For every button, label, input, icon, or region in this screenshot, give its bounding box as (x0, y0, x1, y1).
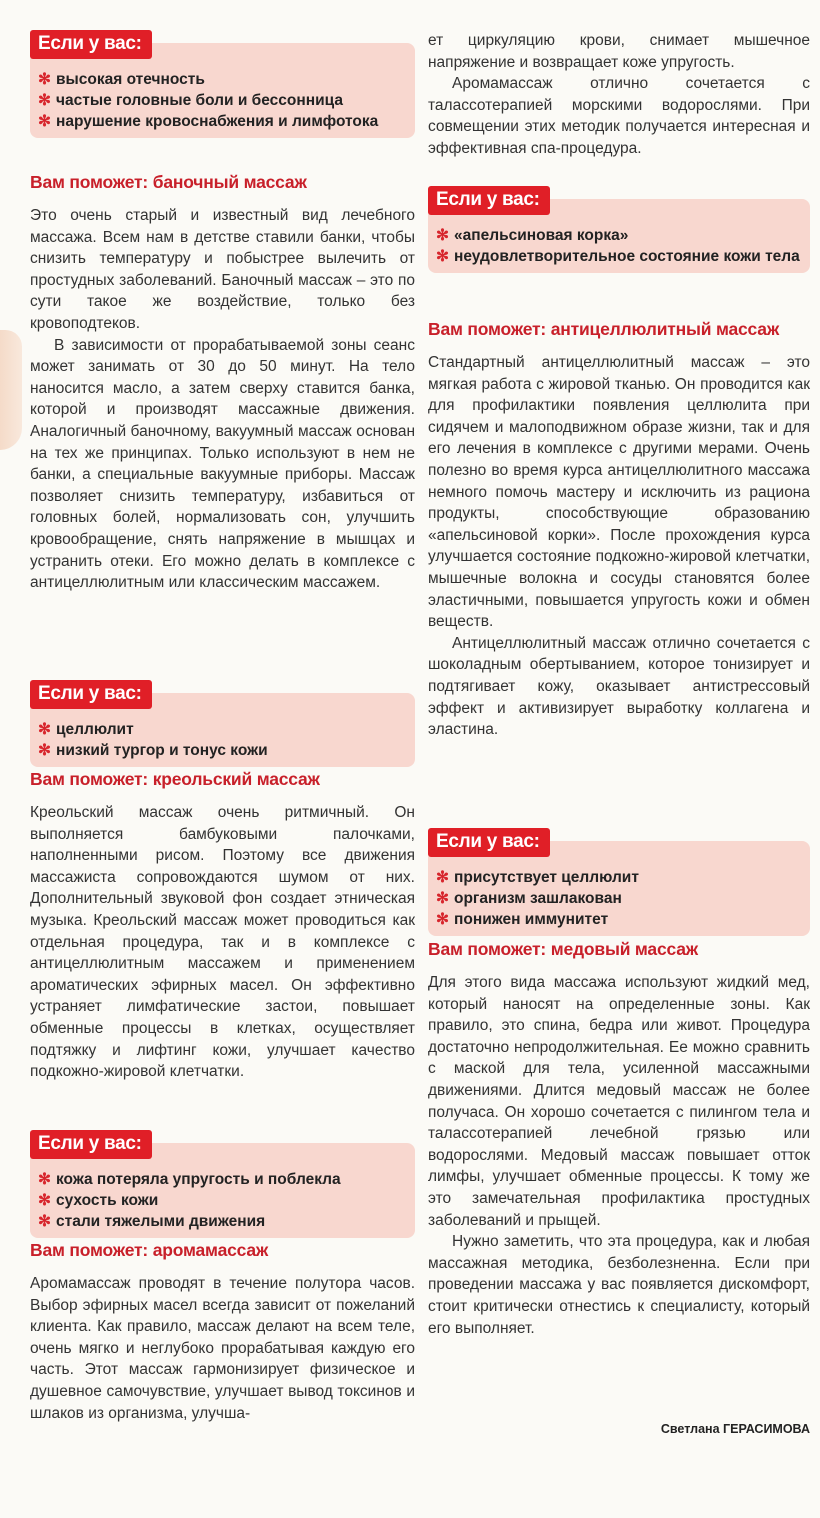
massage-section-creole (30, 769, 415, 1083)
condition-box-3 (30, 1130, 415, 1238)
condition-item: ✻ нарушение кровоснабжения и лимфотока (38, 113, 379, 130)
section-heading: Вам поможет: аромамассаж (30, 1240, 269, 1260)
section-heading: Вам поможет: антицеллюлитный массаж (428, 319, 780, 339)
condition-tag: Если у вас: (30, 1130, 152, 1159)
condition-item: ✻ низкий тургор и тонус кожи (38, 742, 268, 759)
condition-item: ✻ понижен иммунитет (436, 911, 609, 928)
condition-box-5 (428, 828, 810, 936)
asterisk-bullet-icon: ✻ (38, 92, 51, 109)
paragraph: Аромамассаж проводят в течение полутора часов. Выбор эфирных масел всегда зависит от пожеланий клиента. Как правило, массаж делают на всем теле, очень мягко и неглубоко прорабатывая каждую его часть. Этот массаж гармонизирует физическое и душевное самочувствие, улучшает вывод токсинов и шлаков из организма, улучша- (30, 1275, 415, 1422)
section-heading: Вам поможет: креольский массаж (30, 769, 320, 789)
paragraph: Нужно заметить, что эта процедура, как и любая массажная методика, безболезненна. Если при проведении массажа у вас появляется дискомфорт, стоит критически отнестись к специалисту, который его выполняет. (428, 1233, 810, 1337)
condition-item: ✻ частые головные боли и бессонница (38, 92, 343, 109)
asterisk-bullet-icon: ✻ (38, 742, 51, 759)
section-heading: Вам поможет: баночный массаж (30, 172, 307, 192)
asterisk-bullet-icon: ✻ (436, 248, 449, 265)
asterisk-bullet-icon: ✻ (38, 721, 51, 738)
paragraph: Для этого вида массажа используют жидкий мед, который наносят на определенные зоны. Как правило, это спина, бедра или живот. Процедура достаточно непродолжительная. Ее можно сравнить с маской для тела, усиленной массажными движениями. Длится медовый массаж не более получаса. Он хорошо сочетается с пилингом тела и талассотерапией лечебной грязью или водорослями. Медовый массаж повышает отток лимфы, улучшает обменные процессы. К тому же это замечательная профилактика простудных заболеваний и прыщей. (428, 974, 810, 1229)
asterisk-bullet-icon: ✻ (38, 113, 51, 130)
condition-item: ✻ высокая отечность (38, 71, 205, 88)
massage-section-cupping (30, 172, 415, 594)
condition-tag: Если у вас: (428, 828, 550, 857)
condition-tag: Если у вас: (30, 30, 152, 59)
hand-photo-fragment (0, 330, 22, 450)
condition-item: ✻ неудовлетворительное состояние кожи тела (436, 248, 800, 265)
asterisk-bullet-icon: ✻ (38, 71, 51, 88)
section-heading: Вам поможет: медовый массаж (428, 939, 698, 959)
asterisk-bullet-icon: ✻ (38, 1192, 51, 1209)
massage-section-honey (428, 939, 810, 1339)
author-signature: Светлана ГЕРАСИМОВА (660, 1422, 810, 1436)
paragraph: Это очень старый и известный вид лечебного массажа. Всем нам в детстве ставили банки, чтобы снизить температуру и побыстрее вылечить от простудных заболеваний. Баночный массаж – это по сути такое же воздействие, только без кровоподтеков. (30, 207, 415, 332)
paragraph: ет циркуляцию крови, снимает мышечное напряжение и возвращает коже упругость. (428, 32, 810, 71)
condition-item: ✻ сухость кожи (38, 1192, 159, 1209)
asterisk-bullet-icon: ✻ (436, 227, 449, 244)
condition-tag: Если у вас: (30, 680, 152, 709)
condition-box-4 (428, 186, 810, 273)
asterisk-bullet-icon: ✻ (436, 911, 449, 928)
paragraph: Креольский массаж очень ритмичный. Он выполняется бамбуковыми палочками, наполненными рисом. Поэтому все движения массажиста сопровождаются шумом от них. Дополнительный звуковой фон создает этническая музыка. Креольский массаж может проводиться как отдельная процедура, так и в комплексе с антицеллюлитным массажем и применением ароматических эфирных масел. Он эффективно устраняет лимфатические застои, повышает обменные процессы в клетках, осуществляет подтяжку и лифтинг кожи, улучшает качество подкожно-жировой клетчатки. (30, 804, 415, 1081)
asterisk-bullet-icon: ✻ (436, 869, 449, 886)
paragraph: Антицеллюлитный массаж отлично сочетается с шоколадным обертыванием, которое тонизирует и подтягивает кожу, оказывает антистрессовый эффект и активизирует выработку коллагена и эластина. (428, 634, 810, 739)
asterisk-bullet-icon: ✻ (436, 890, 449, 907)
condition-item: ✻ «апельсиновая корка» (436, 227, 629, 244)
asterisk-bullet-icon: ✻ (38, 1171, 51, 1188)
condition-item: ✻ кожа потеряла упругость и поблекла (38, 1171, 341, 1188)
condition-box-1 (30, 30, 415, 138)
condition-box-2 (30, 680, 415, 767)
asterisk-bullet-icon: ✻ (38, 1213, 51, 1230)
paragraph: Стандартный антицеллюлитный массаж – это мягкая работа с жировой тканью. Он проводится как для профилактики появления целлюлита при сидячем и малоподвижном образе жизни, так и для его лечения в комплексе с другими мерами. Очень полезно во время курса антицеллюлитного массажа немного помочь мастеру и исключить из рациона продукты, способствующие образованию «апельсиновой корки». После прохождения курса улучшается состояние подкожно-жировой клетчатки, мышечные волокна и сосуды становятся более эластичными, повышается упругость кожи и обмен веществ. (428, 354, 810, 631)
condition-item: ✻ присутствует целлюлит (436, 869, 639, 886)
massage-section-anticellulite (428, 319, 810, 741)
condition-tag: Если у вас: (428, 186, 550, 215)
massage-section-aroma (30, 1240, 415, 1424)
condition-item: ✻ стали тяжелыми движения (38, 1213, 266, 1230)
paragraph: Аромамассаж отлично сочетается с талассотерапией морскими водорослями. При совмещении этих методик получается интересная и эффективная спа-процедура. (428, 75, 810, 157)
condition-item: ✻ целлюлит (38, 721, 134, 738)
aroma-continuation (428, 30, 810, 160)
condition-item: ✻ организм зашлакован (436, 890, 622, 907)
paragraph: В зависимости от прорабатываемой зоны сеанс может занимать от 30 до 50 минут. На тело наносится масло, а затем сверху ставится банка, которой и производят массажные движения. Аналогичный баночному, вакуумный массаж основан на тех же принципах. Только используют в нем не банки, а специальные вакуумные приборы. Массаж позволяет снизить температуру, избавиться от головных болей, нормализовать сон, улучшить кровообращение, снять напряжение в мышцах и устранить отеки. Его можно делать в комплексе с антицеллюлитным или классическим массажем. (30, 336, 415, 592)
